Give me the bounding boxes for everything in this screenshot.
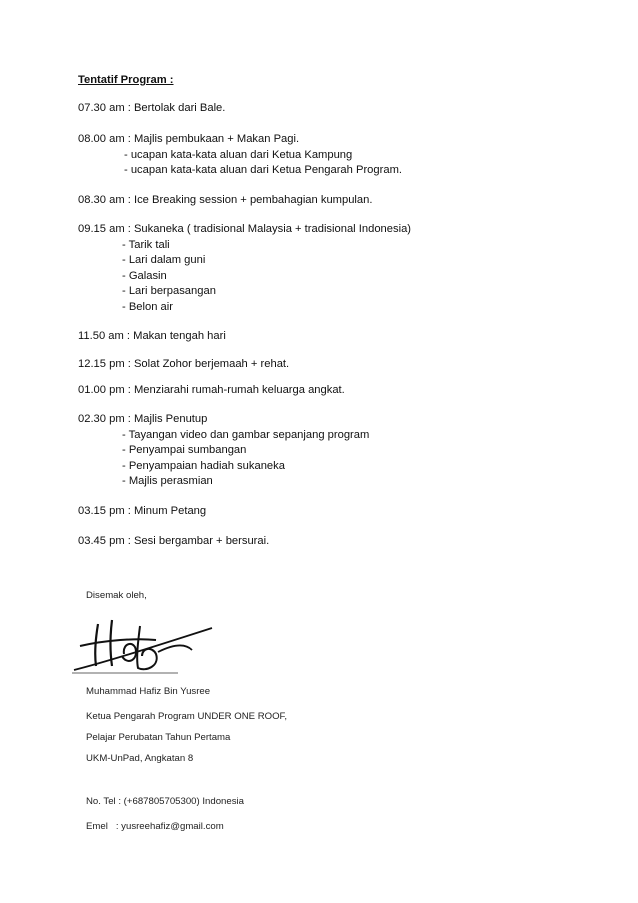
schedule-sub-item: - Penyampai sumbangan	[122, 444, 247, 456]
schedule-entry	[78, 193, 372, 209]
signatory-cohort: UKM-UnPad, Angkatan 8	[86, 753, 194, 764]
schedule-line: 12.15 pm : Solat Zohor berjemaah + rehat.	[78, 358, 290, 370]
schedule-sub-item: - Lari berpasangan	[122, 285, 216, 297]
schedule-line: 01.00 pm : Menziarahi rumah-rumah keluarga angkat.	[78, 384, 345, 396]
signatory-phone: No. Tel : (+687805705300) Indonesia	[86, 796, 244, 807]
schedule-entry	[78, 132, 402, 179]
schedule-sub-item: - Galasin	[122, 269, 167, 282]
schedule-line: 08.00 am : Majlis pembukaan + Makan Pagi.	[78, 133, 300, 145]
schedule-sub-item: - Lari dalam guni	[122, 254, 206, 266]
schedule-entry	[78, 101, 225, 117]
schedule-entry	[78, 534, 269, 550]
schedule-line: 08.30 am : Ice Breaking session + pembahagian kumpulan.	[78, 194, 373, 206]
schedule-line: 03.15 pm : Minum Petang	[78, 505, 207, 517]
schedule-sub-item: - Tarik tali	[122, 238, 170, 251]
schedule-line: 02.30 pm : Majlis Penutup	[78, 413, 208, 425]
page-title: Tentatif Program :	[78, 74, 174, 86]
schedule-sub-item: - Tayangan video dan gambar sepanjang program	[122, 428, 370, 441]
schedule-entry	[78, 504, 206, 520]
schedule-entry	[78, 383, 345, 399]
signatory-email: Emel : yusreehafiz@gmail.com	[86, 821, 224, 832]
schedule-entry	[78, 329, 226, 345]
schedule-sub-item: - Penyampaian hadiah sukaneka	[122, 459, 285, 472]
signatory-position: Ketua Pengarah Program UNDER ONE ROOF,	[86, 711, 288, 722]
schedule-sub-item: - Belon air	[122, 300, 173, 313]
schedule-entry	[78, 357, 289, 373]
schedule-sub-item: - Majlis perasmian	[122, 475, 213, 487]
handwritten-signature	[66, 606, 226, 676]
checked-by-label: Disemak oleh,	[86, 590, 147, 601]
schedule-entry	[78, 222, 411, 315]
schedule-line: 03.45 pm : Sesi bergambar + bersurai.	[78, 535, 270, 547]
schedule-sub-item: - ucapan kata-kata aluan dari Ketua Pengarah Program.	[124, 164, 402, 176]
schedule-sub-item: - ucapan kata-kata aluan dari Ketua Kampung	[124, 148, 353, 161]
signatory-name: Muhammad Hafiz Bin Yusree	[86, 686, 211, 697]
schedule-line: 11.50 am : Makan tengah hari	[78, 330, 226, 342]
schedule-line: 09.15 am : Sukaneka ( tradisional Malaysia + tradisional Indonesia)	[78, 223, 412, 235]
schedule-entry	[78, 412, 369, 490]
schedule-line: 07.30 am : Bertolak dari Bale.	[78, 102, 226, 114]
signatory-role: Pelajar Perubatan Tahun Pertama	[86, 732, 231, 743]
